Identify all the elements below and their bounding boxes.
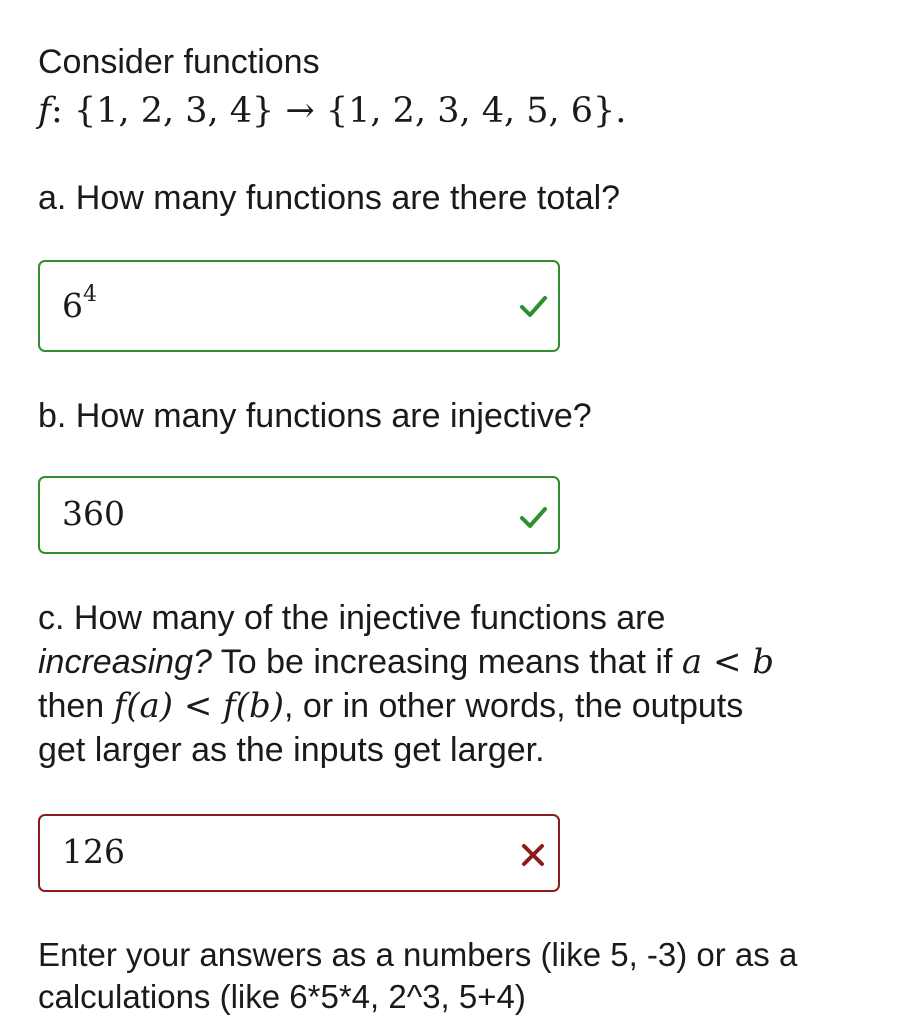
checkmark-icon (518, 291, 548, 321)
problem-page (38, 40, 878, 1018)
answer-value-b: 360 (62, 494, 125, 533)
math-fa-less-fb: f(a) < f(b) (113, 686, 284, 726)
mapping-arrow: → (285, 91, 315, 131)
question-a: a. How many functions are there total? (38, 179, 621, 217)
question-c-line3: then f(a) < f(b), or in other words, the outputs (38, 686, 744, 726)
function-domain: {1, 2, 3, 4} (73, 91, 275, 131)
function-definition: f: {1, 2, 3, 4} → {1, 2, 3, 4, 5, 6}. (38, 91, 627, 131)
instructions (38, 934, 878, 1018)
question-c-line1: c. How many of the injective functions are (38, 599, 666, 637)
answer-field-b[interactable] (38, 476, 560, 554)
checkmark-icon (518, 502, 548, 532)
function-codomain: {1, 2, 3, 4, 5, 6} (325, 91, 616, 131)
question-c-line2: increasing? To be increasing means that if a < b (38, 642, 775, 682)
math-a-less-b: a < b (681, 642, 775, 682)
question-c (38, 596, 878, 772)
answer-value-a: $6^4$ (62, 282, 97, 325)
question-c-line4: get larger as the inputs get larger. (38, 731, 545, 769)
answer-value-c: 126 (62, 832, 125, 871)
instructions-line1: Enter your answers as a numbers (like 5, -3) or as a (38, 936, 798, 973)
instructions-line2: calculations (like 6*5*4, 2^3, 5+4) (38, 978, 526, 1015)
intro-text: Consider functions (38, 43, 320, 81)
answer-field-a[interactable] (38, 260, 560, 352)
answer-field-c[interactable] (38, 814, 560, 892)
question-b: b. How many functions are injective? (38, 397, 592, 435)
question-c-emphasis: increasing? (38, 643, 212, 681)
cross-icon (518, 840, 548, 870)
function-name: f (38, 91, 51, 131)
